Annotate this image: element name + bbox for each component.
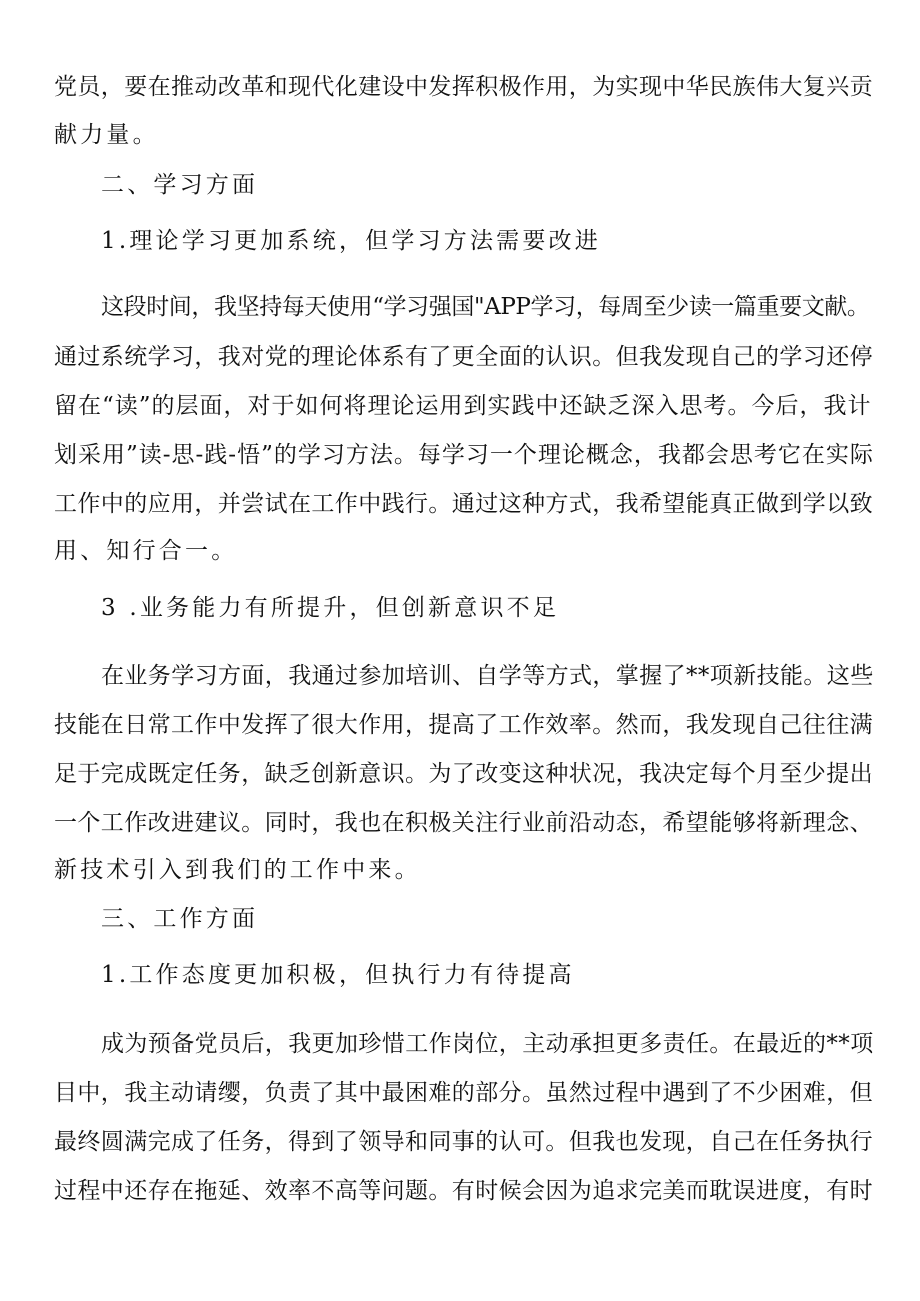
paragraph-line: 划采用”读-思-践-悟”的学习方法。每学习一个理论概念，我都会思考它在实际 xyxy=(54,442,874,468)
paragraph-line: 用、知行合一。 xyxy=(54,538,238,564)
paragraph-line: 献力量。 xyxy=(54,122,159,148)
paragraph-line: 党员，要在推动改革和现代化建设中发挥积极作用，为实现中华民族伟大复兴贡 xyxy=(54,74,873,100)
section-heading-study: 二、学习方面 xyxy=(101,172,259,198)
paragraph-line: 在业务学习方面，我通过参加培训、自学等方式，掌握了**项新技能。这些 xyxy=(101,663,874,689)
paragraph-line: 目中，我主动请缨，负责了其中最困难的部分。虽然过程中遇到了不少困难，但 xyxy=(54,1080,873,1106)
paragraph-line: 通过系统学习，我对党的理论体系有了更全面的认识。但我发现自己的学习还停 xyxy=(54,344,873,370)
paragraph-line: 技能在日常工作中发挥了很大作用，提高了工作效率。然而，我发现自己往往满 xyxy=(54,712,873,738)
subheading-work-attitude: 1.工作态度更加积极，但执行力有待提高 xyxy=(101,962,575,988)
paragraph-line: 成为预备党员后，我更加珍惜工作岗位，主动承担更多责任。在最近的**项 xyxy=(101,1031,874,1057)
paragraph-line: 工作中的应用，并尝试在工作中践行。通过这种方式，我希望能真正做到学以致 xyxy=(54,491,873,517)
paragraph-line: 足于完成既定任务，缺乏创新意识。为了改变这种状况，我决定每个月至少提出 xyxy=(54,761,873,787)
paragraph-line: 新技术引入到我们的工作中来。 xyxy=(54,857,421,883)
paragraph-line: 一个工作改进建议。同时，我也在积极关注行业前沿动态，希望能够将新理念、 xyxy=(54,810,873,836)
section-heading-work: 三、工作方面 xyxy=(101,906,259,932)
paragraph-line: 留在“读”的层面，对于如何将理论运用到实践中还缺乏深入思考。今后，我计 xyxy=(54,393,872,419)
paragraph-line: 最终圆满完成了任务，得到了领导和同事的认可。但我也发现，自己在任务执行 xyxy=(54,1129,873,1155)
paragraph-line: 过程中还存在拖延、效率不高等问题。有时候会因为追求完美而耽误进度，有时 xyxy=(54,1178,873,1204)
subheading-business-ability: 3 .业务能力有所提升，但创新意识不足 xyxy=(101,595,560,621)
paragraph-line: 这段时间，我坚持每天使用“学习强国"APP学习，每周至少读一篇重要文献。 xyxy=(101,294,870,320)
subheading-theory-study: 1.理论学习更加系统，但学习方法需要改进 xyxy=(101,228,601,254)
